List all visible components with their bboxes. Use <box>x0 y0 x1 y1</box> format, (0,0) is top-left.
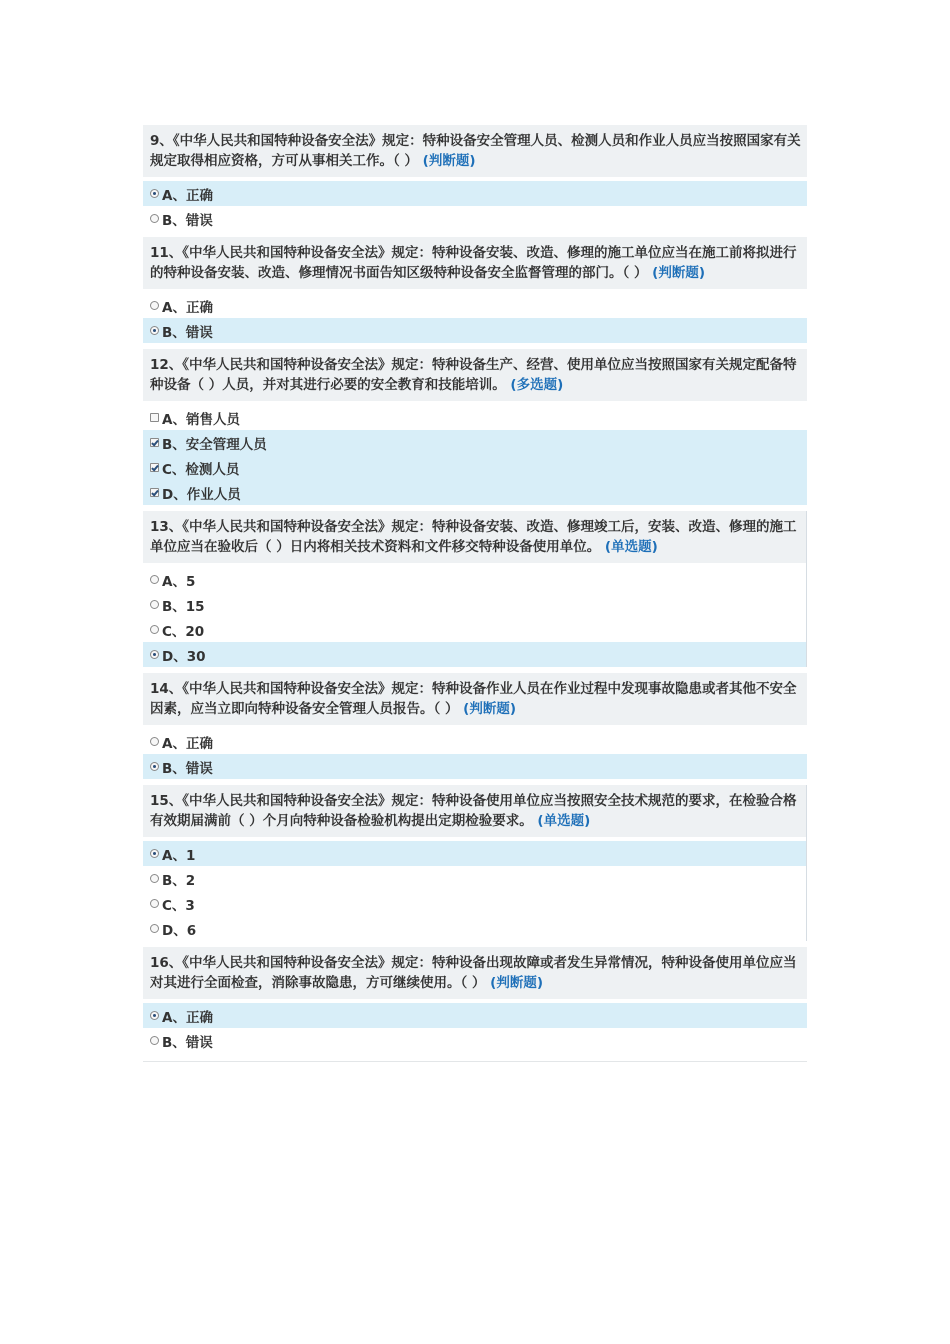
question-stem <box>143 673 807 725</box>
radio-button-icon[interactable] <box>150 924 159 933</box>
question-text: 9、《中华人民共和国特种设备安全法》规定：特种设备安全管理人员、检测人员和作业人员应当按照国家有关规定取得相应资格，方可从事相关工作。（ ） <box>150 133 801 169</box>
radio-button-icon[interactable] <box>150 189 159 198</box>
option-label: B、错误 <box>162 212 213 229</box>
option-label: B、安全管理人员 <box>162 436 267 453</box>
option-label: D、作业人员 <box>162 486 241 503</box>
answer-option[interactable] <box>143 592 806 617</box>
radio-button-icon[interactable] <box>150 762 159 771</box>
question-text: 11、《中华人民共和国特种设备安全法》规定：特种设备安装、改造、修理的施工单位应当在施工前将拟进行的特种设备安装、改造、修理情况书面告知区级特种设备安全监督管理的部门。（ ） <box>150 245 797 281</box>
question-block <box>143 349 807 505</box>
radio-button-icon[interactable] <box>150 650 159 659</box>
option-label: B、错误 <box>162 324 213 341</box>
option-label: A、销售人员 <box>162 411 240 428</box>
option-list <box>143 177 807 231</box>
question-type-label: (判断题) <box>490 975 543 991</box>
question-block <box>143 125 807 231</box>
question-text: 14、《中华人民共和国特种设备安全法》规定：特种设备作业人员在作业过程中发现事故隐患或者其他不安全因素，应当立即向特种设备安全管理人员报告。（ ） <box>150 681 797 717</box>
question-stem <box>143 785 806 837</box>
answer-option[interactable] <box>143 181 807 206</box>
option-list <box>143 401 807 505</box>
option-label: A、正确 <box>162 299 213 316</box>
question-stem <box>143 947 807 999</box>
option-label: A、1 <box>162 847 196 864</box>
answer-option[interactable] <box>143 891 806 916</box>
question-block <box>143 673 807 779</box>
quiz-list <box>143 125 807 1062</box>
option-label: B、错误 <box>162 760 213 777</box>
answer-option[interactable] <box>143 405 807 430</box>
option-label: A、5 <box>162 573 196 590</box>
radio-button-icon[interactable] <box>150 1036 159 1045</box>
option-label: B、错误 <box>162 1034 213 1051</box>
answer-option[interactable] <box>143 567 806 592</box>
option-list <box>143 999 807 1053</box>
radio-button-icon[interactable] <box>150 301 159 310</box>
answer-option[interactable] <box>143 430 807 455</box>
question-type-label: (判断题) <box>652 265 705 281</box>
question-type-label: (单选题) <box>537 813 591 829</box>
divider <box>143 1061 807 1062</box>
question-text: 16、《中华人民共和国特种设备安全法》规定：特种设备出现故障或者发生异常情况，特种设备使用单位应当对其进行全面检查，消除事故隐患，方可继续使用。（ ） <box>150 955 797 991</box>
radio-button-icon[interactable] <box>150 575 159 584</box>
option-label: C、检测人员 <box>162 461 240 478</box>
option-label: A、正确 <box>162 187 213 204</box>
answer-option[interactable] <box>143 1028 807 1053</box>
question-text: 12、《中华人民共和国特种设备安全法》规定：特种设备生产、经营、使用单位应当按照国家有关规定配备特种设备（ ）人员，并对其进行必要的安全教育和技能培训。 <box>150 357 797 393</box>
question-type-label: (多选题) <box>510 377 564 393</box>
question-text: 15、《中华人民共和国特种设备安全法》规定：特种设备使用单位应当按照安全技术规范的要求，在检验合格有效期届满前（ ）个月向特种设备检验机构提出定期检验要求。 <box>150 793 797 829</box>
question-stem <box>143 237 807 289</box>
question-type-label: (判断题) <box>422 153 476 169</box>
question-stem <box>143 511 806 563</box>
question-text: 13、《中华人民共和国特种设备安全法》规定：特种设备安装、改造、修理竣工后，安装、改造、修理的施工单位应当在验收后（ ）日内将相关技术资料和文件移交特种设备使用单位。 <box>150 519 797 555</box>
answer-option[interactable] <box>143 1003 807 1028</box>
answer-option[interactable] <box>143 480 807 505</box>
radio-button-icon[interactable] <box>150 1011 159 1020</box>
answer-option[interactable] <box>143 729 807 754</box>
option-list <box>143 563 806 667</box>
question-stem <box>143 125 807 177</box>
answer-option[interactable] <box>143 617 806 642</box>
question-type-label: (单选题) <box>604 539 658 555</box>
question-block <box>143 511 807 667</box>
answer-option[interactable] <box>143 642 806 667</box>
radio-button-icon[interactable] <box>150 849 159 858</box>
answer-option[interactable] <box>143 916 806 941</box>
option-label: C、20 <box>162 623 205 640</box>
radio-button-icon[interactable] <box>150 214 159 223</box>
option-label: D、6 <box>162 922 197 939</box>
checkbox-icon[interactable] <box>150 463 159 472</box>
checkbox-icon[interactable] <box>150 488 159 497</box>
answer-option[interactable] <box>143 293 807 318</box>
answer-option[interactable] <box>143 841 806 866</box>
option-label: D、30 <box>162 648 206 665</box>
option-label: C、3 <box>162 897 195 914</box>
question-type-label: (判断题) <box>463 701 516 717</box>
answer-option[interactable] <box>143 754 807 779</box>
question-block <box>143 237 807 343</box>
option-list <box>143 289 807 343</box>
option-list <box>143 837 806 941</box>
radio-button-icon[interactable] <box>150 737 159 746</box>
option-label: A、正确 <box>162 1009 213 1026</box>
option-label: B、15 <box>162 598 205 615</box>
answer-option[interactable] <box>143 206 807 231</box>
checkbox-icon[interactable] <box>150 438 159 447</box>
radio-button-icon[interactable] <box>150 874 159 883</box>
radio-button-icon[interactable] <box>150 625 159 634</box>
radio-button-icon[interactable] <box>150 326 159 335</box>
radio-button-icon[interactable] <box>150 899 159 908</box>
option-list <box>143 725 807 779</box>
option-label: B、2 <box>162 872 196 889</box>
radio-button-icon[interactable] <box>150 600 159 609</box>
question-block <box>143 947 807 1053</box>
answer-option[interactable] <box>143 866 806 891</box>
question-stem <box>143 349 807 401</box>
option-label: A、正确 <box>162 735 213 752</box>
checkbox-icon[interactable] <box>150 413 159 422</box>
answer-option[interactable] <box>143 455 807 480</box>
question-block <box>143 785 807 941</box>
answer-option[interactable] <box>143 318 807 343</box>
